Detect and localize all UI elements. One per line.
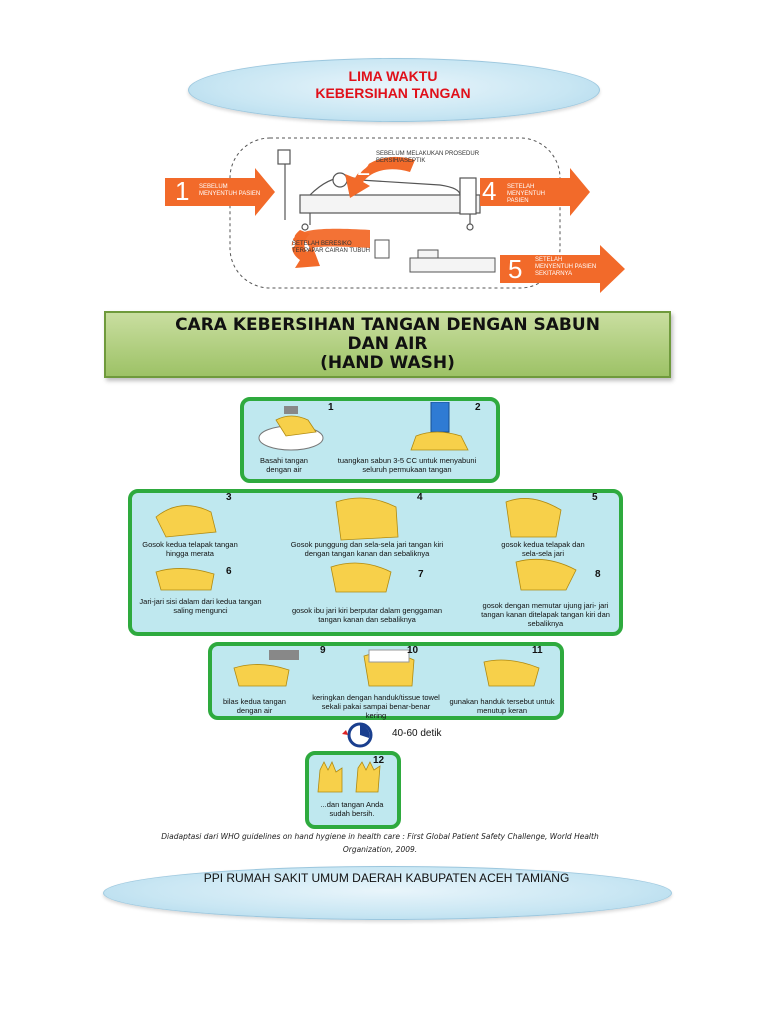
hand-wash-illustrations-1-2 bbox=[246, 402, 486, 454]
moment-3-number: 3 bbox=[283, 227, 297, 254]
step-2-number: 2 bbox=[475, 402, 481, 413]
step-9-number: 9 bbox=[320, 645, 326, 656]
step-5-number: 5 bbox=[592, 492, 598, 503]
step-10-number: 10 bbox=[407, 645, 419, 656]
step-8-number: 8 bbox=[595, 569, 601, 580]
section-title-line2: DAN AIR bbox=[347, 334, 428, 354]
header-title-line1: LIMA WAKTU bbox=[348, 68, 438, 84]
moment-4-number: 4 bbox=[482, 176, 497, 206]
soap-dispenser-icon bbox=[431, 402, 449, 432]
moment-3-text: SETELAH BERESIKO TERPAPAR CAIRAN TUBUH bbox=[292, 241, 371, 254]
step-12-number: 12 bbox=[373, 755, 385, 766]
footer-text: PPI RUMAH SAKIT UMUM DAERAH KABUPATEN ACEH TAMIANG bbox=[203, 871, 570, 885]
step-4-caption: Gosok punggung dan sela-sela jari tangan kiri dengan tangan kanan dan sebaliknya bbox=[290, 540, 444, 558]
moment-5-number: 5 bbox=[508, 254, 523, 284]
source-note-line1: Diadaptasi dari WHO guidelines on hand hygiene in health care : First Global Patient Safety Challenge, World Health bbox=[161, 832, 599, 841]
step-3-caption: Gosok kedua telapak tangan hingga merata bbox=[142, 540, 238, 558]
source-note-line2: Organization, 2009. bbox=[342, 845, 418, 854]
hand-wash-illustrations-9-11 bbox=[214, 646, 550, 692]
step-10-caption: keringkan dengan handuk/tissue towel sekali pakai sampai benar-benar kering bbox=[312, 693, 440, 720]
section-title-line3: (HAND WASH) bbox=[320, 353, 455, 373]
step-6-caption: Jari-jari sisi dalam dari kedua tangan saling mengunci bbox=[139, 597, 262, 615]
step-5-caption: gosok kedua telapak dan sela-sela jari bbox=[501, 540, 585, 558]
step-9-caption: bilas kedua tangan dengan air bbox=[223, 697, 286, 715]
towel-icon bbox=[369, 650, 409, 662]
step-11-caption: gunakan handuk tersebut untuk menutup keran bbox=[449, 697, 555, 715]
step-7-caption: gosok ibu jari kiri berputar dalam genggaman tangan kanan dan sebaliknya bbox=[291, 606, 443, 624]
step-2-caption: tuangkan sabun 3-5 CC untuk menyabuni seluruh permukaan tangan bbox=[337, 456, 477, 474]
step-7-number: 7 bbox=[418, 569, 424, 580]
step-1-caption: Basahi tangan dengan air bbox=[260, 456, 308, 474]
section-title-line1: CARA KEBERSIHAN TANGAN DENGAN SABUN bbox=[175, 315, 600, 335]
step-4-number: 4 bbox=[417, 492, 423, 503]
header-title-line2: KEBERSIHAN TANGAN bbox=[315, 85, 471, 101]
section-title bbox=[104, 316, 671, 373]
step-8-caption: gosok dengan memutar ujung jari- jari tangan kanan ditelapak tangan kiri dan sebaliknya bbox=[481, 601, 610, 628]
header-title bbox=[188, 68, 598, 102]
moment-5-text: SETELAH MENYENTUH PASIEN SEKITARNYA bbox=[535, 257, 597, 277]
moment-2-text: SEBELUM MELAKUKAN PROSEDUR BERSIH/ASEPTIK bbox=[376, 151, 480, 164]
step-11-number: 11 bbox=[532, 645, 543, 656]
moment-1-number: 1 bbox=[175, 176, 190, 206]
clock-icon bbox=[340, 720, 380, 750]
timer-label: 40-60 detik bbox=[392, 728, 442, 739]
step-6-number: 6 bbox=[226, 566, 232, 577]
moment-1-text: SEBELUM MENYENTUH PASIEN bbox=[199, 184, 261, 197]
step-1-number: 1 bbox=[328, 402, 334, 413]
moment-2-number: 2 bbox=[357, 154, 371, 181]
tap-icon bbox=[269, 650, 299, 660]
moment-4-text: SETELAH MENYENTUH PASIEN bbox=[507, 184, 546, 204]
source-note bbox=[90, 830, 670, 856]
step-3-number: 3 bbox=[226, 492, 232, 503]
step-12-caption: ...dan tangan Anda sudah bersih. bbox=[320, 800, 384, 818]
